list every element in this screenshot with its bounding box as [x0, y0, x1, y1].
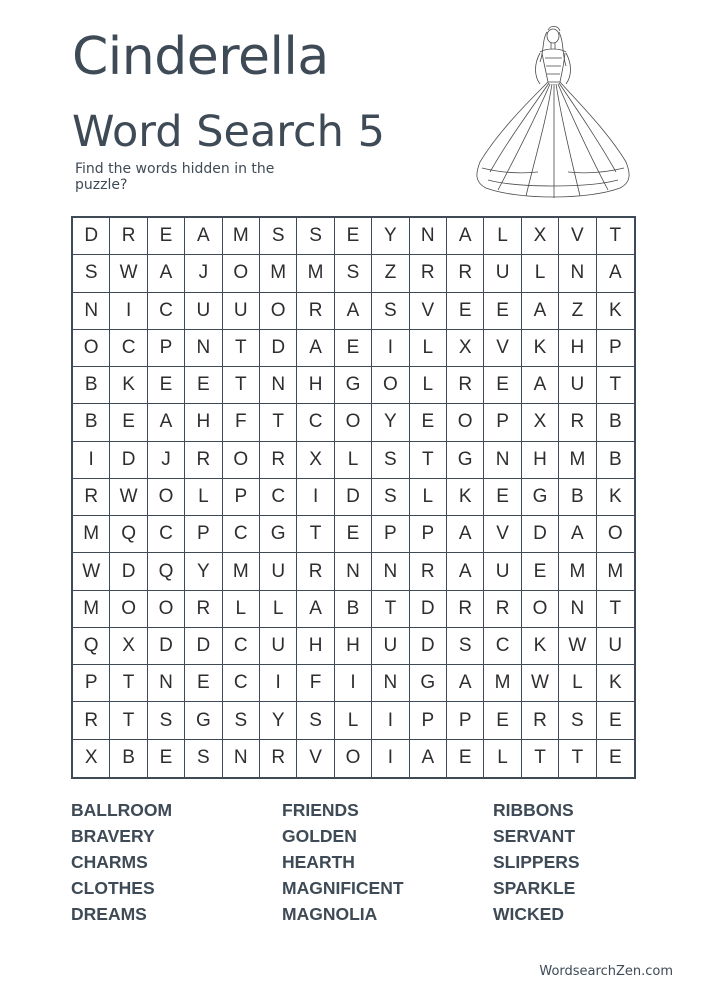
grid-cell: M — [73, 516, 110, 553]
grid-cell: R — [185, 442, 222, 479]
grid-cell: L — [484, 740, 521, 777]
grid-cell: O — [73, 330, 110, 367]
word-list-item: SERVANT — [493, 826, 576, 846]
grid-cell: T — [559, 740, 596, 777]
grid-cell: S — [372, 442, 409, 479]
grid-cell: C — [260, 479, 297, 516]
grid-cell: A — [297, 330, 334, 367]
grid-cell: V — [410, 293, 447, 330]
grid-cell: O — [223, 255, 260, 292]
grid-cell: T — [372, 591, 409, 628]
grid-cell: G — [447, 442, 484, 479]
word-list-item: DREAMS — [71, 904, 147, 924]
grid-cell: T — [260, 404, 297, 441]
word-list-item: FRIENDS — [282, 800, 359, 820]
word-list-item: GOLDEN — [282, 826, 357, 846]
grid-cell: S — [559, 702, 596, 739]
grid-cell: P — [410, 702, 447, 739]
word-list-item: HEARTH — [282, 852, 355, 872]
grid-cell: O — [372, 367, 409, 404]
word-list-item: CHARMS — [71, 852, 148, 872]
grid-cell: D — [73, 218, 110, 255]
page-subtitle: Word Search 5 — [72, 107, 385, 157]
grid-cell: R — [447, 591, 484, 628]
grid-cell: I — [297, 479, 334, 516]
grid-cell: G — [260, 516, 297, 553]
grid-cell: T — [110, 665, 147, 702]
grid-cell: D — [410, 628, 447, 665]
grid-cell: E — [608, 747, 622, 769]
grid-cell: H — [335, 628, 372, 665]
grid-cell: I — [372, 740, 409, 777]
grid-cell: R — [297, 553, 334, 590]
grid-cell: U — [484, 255, 521, 292]
grid-cell: A — [559, 516, 596, 553]
grid-cell: L — [335, 702, 372, 739]
grid-cell: M — [223, 218, 260, 255]
grid-cell: O — [447, 404, 484, 441]
grid-cell: R — [73, 702, 110, 739]
grid-cell: T — [597, 367, 634, 404]
grid-cell: E — [148, 367, 185, 404]
grid-cell: X — [447, 330, 484, 367]
grid-cell: V — [484, 516, 521, 553]
grid-cell: D — [335, 479, 372, 516]
grid-cell: E — [447, 293, 484, 330]
grid-cell: Z — [559, 293, 596, 330]
grid-cell: S — [335, 255, 372, 292]
grid-cell: N — [148, 665, 185, 702]
grid-cell: S — [260, 218, 297, 255]
grid-cell: E — [335, 516, 372, 553]
grid-cell: M — [223, 553, 260, 590]
grid-cell: L — [410, 479, 447, 516]
grid-cell: A — [447, 553, 484, 590]
grid-cell: K — [447, 479, 484, 516]
grid-cell: S — [372, 479, 409, 516]
grid-cell: E — [484, 702, 521, 739]
grid-cell: E — [185, 367, 222, 404]
grid-cell: Q — [148, 553, 185, 590]
grid-cell: V — [559, 218, 596, 255]
grid-cell: T — [597, 218, 634, 255]
grid-cell: Y — [372, 404, 409, 441]
grid-cell: M — [484, 665, 521, 702]
grid-cell: U — [260, 628, 297, 665]
grid-cell: K — [597, 665, 634, 702]
grid-cell: S — [297, 702, 334, 739]
grid-cell: P — [223, 479, 260, 516]
grid-cell: P — [597, 330, 634, 367]
word-list-item: RIBBONS — [493, 800, 574, 820]
grid-cell: U — [597, 628, 634, 665]
grid-cell: D — [522, 516, 559, 553]
grid-cell: Q — [110, 516, 147, 553]
grid-cell: A — [597, 255, 634, 292]
grid-cell: D — [185, 628, 222, 665]
grid-cell: C — [148, 293, 185, 330]
grid-cell: A — [447, 218, 484, 255]
grid-cell: N — [335, 553, 372, 590]
grid-cell: U — [185, 293, 222, 330]
grid-cell: C — [223, 628, 260, 665]
grid-cell: R — [447, 367, 484, 404]
grid-cell: O — [260, 293, 297, 330]
instructions-text: Find the words hidden in the puzzle? — [75, 161, 275, 193]
grid-cell: E — [410, 404, 447, 441]
grid-cell: O — [148, 479, 185, 516]
grid-cell: D — [260, 330, 297, 367]
grid-cell: I — [260, 665, 297, 702]
grid-cell: I — [335, 665, 372, 702]
grid-cell: M — [559, 553, 596, 590]
grid-cell: L — [522, 255, 559, 292]
grid-cell: I — [372, 702, 409, 739]
grid-cell: O — [335, 740, 372, 777]
page-title: Cinderella — [72, 27, 329, 87]
grid-cell: N — [372, 665, 409, 702]
word-list-item: BRAVERY — [71, 826, 155, 846]
grid-cell: T — [522, 740, 559, 777]
grid-cell: H — [559, 330, 596, 367]
word-list-item: MAGNIFICENT — [282, 878, 404, 898]
grid-cell: L — [185, 479, 222, 516]
grid-cell: F — [297, 665, 334, 702]
grid-cell: B — [559, 479, 596, 516]
word-list-item: CLOTHES — [71, 878, 155, 898]
grid-cell: P — [447, 702, 484, 739]
grid-cell: V — [297, 740, 334, 777]
grid-cell: Y — [260, 702, 297, 739]
grid-cell: E — [522, 553, 559, 590]
grid-cell: L — [410, 330, 447, 367]
grid-cell: J — [185, 255, 222, 292]
grid-cell: O — [110, 591, 147, 628]
grid-cell: N — [73, 293, 110, 330]
word-search-grid — [71, 216, 636, 779]
grid-cell: D — [110, 442, 147, 479]
grid-cell: K — [110, 367, 147, 404]
grid-cell: N — [372, 553, 409, 590]
grid-cell: K — [597, 293, 634, 330]
grid-cell: X — [110, 628, 147, 665]
grid-cell: D — [148, 628, 185, 665]
grid-cell: X — [522, 218, 559, 255]
princess-ballgown-icon — [468, 22, 638, 200]
grid-cell: D — [410, 591, 447, 628]
grid-cell: A — [522, 367, 559, 404]
grid-cell: S — [185, 740, 222, 777]
grid-cell: U — [223, 293, 260, 330]
grid-cell: P — [410, 516, 447, 553]
grid-cell: R — [410, 255, 447, 292]
grid-cell: W — [522, 665, 559, 702]
grid-cell: H — [297, 628, 334, 665]
grid-cell: W — [559, 628, 596, 665]
grid-cell: N — [223, 740, 260, 777]
grid-cell: Y — [185, 553, 222, 590]
grid-cell: B — [335, 591, 372, 628]
grid-cell: B — [73, 367, 110, 404]
grid-cell: L — [335, 442, 372, 479]
grid-cell: E — [335, 218, 372, 255]
grid-cell: C — [148, 516, 185, 553]
word-list-item: MAGNOLIA — [282, 904, 378, 924]
grid-cell: E — [484, 293, 521, 330]
grid-cell: T — [410, 442, 447, 479]
grid-cell: W — [110, 255, 147, 292]
grid-cell: B — [110, 740, 147, 777]
grid-cell: T — [223, 367, 260, 404]
grid-cell: N — [559, 255, 596, 292]
grid-cell: R — [559, 404, 596, 441]
grid-cell: R — [484, 591, 521, 628]
grid-cell: C — [110, 330, 147, 367]
grid-cell: X — [73, 740, 110, 777]
grid-cell: E — [148, 740, 185, 777]
grid-cell: L — [410, 367, 447, 404]
grid-cell: G — [335, 367, 372, 404]
grid-cell: P — [73, 665, 110, 702]
grid-cell: S — [297, 218, 334, 255]
grid-cell: C — [297, 404, 334, 441]
grid-cell: E — [185, 665, 222, 702]
grid-cell: O — [522, 591, 559, 628]
grid-cell: M — [559, 442, 596, 479]
grid-cell: B — [597, 442, 634, 479]
grid-cell: E — [148, 218, 185, 255]
grid-cell: M — [597, 553, 634, 590]
grid-cell: T — [297, 516, 334, 553]
grid-cell: T — [223, 330, 260, 367]
grid-cell: K — [522, 628, 559, 665]
word-list — [71, 800, 611, 924]
grid-cell: T — [597, 591, 634, 628]
grid-cell: A — [335, 293, 372, 330]
grid-cell: Q — [73, 628, 110, 665]
grid-cell: S — [372, 293, 409, 330]
grid-cell: E — [484, 479, 521, 516]
grid-cell: H — [185, 404, 222, 441]
grid-cell: L — [484, 218, 521, 255]
grid-cell: G — [522, 479, 559, 516]
grid-cell: N — [559, 591, 596, 628]
grid-cell: E — [484, 367, 521, 404]
grid-cell: R — [73, 479, 110, 516]
grid-cell: I — [73, 442, 110, 479]
grid-cell: R — [185, 591, 222, 628]
grid-cell: B — [597, 404, 634, 441]
grid-cell: E — [597, 702, 634, 739]
grid-cell: L — [559, 665, 596, 702]
grid-cell: P — [372, 516, 409, 553]
grid-cell: C — [484, 628, 521, 665]
grid-cell: P — [484, 404, 521, 441]
grid-cell: E — [335, 330, 372, 367]
grid-cell: S — [447, 628, 484, 665]
grid-cell: M — [297, 255, 334, 292]
grid-cell: O — [223, 442, 260, 479]
grid-cell: S — [73, 255, 110, 292]
grid-cell: A — [522, 293, 559, 330]
grid-cell: R — [522, 702, 559, 739]
grid-cell: Z — [372, 255, 409, 292]
grid-cell: M — [260, 255, 297, 292]
grid-cell: O — [335, 404, 372, 441]
grid-cell: T — [110, 702, 147, 739]
grid-cell: R — [297, 293, 334, 330]
grid-cell: U — [559, 367, 596, 404]
grid-cell: G — [185, 702, 222, 739]
grid-cell: J — [148, 442, 185, 479]
grid-cell: H — [522, 442, 559, 479]
grid-cell: P — [148, 330, 185, 367]
grid-cell: F — [223, 404, 260, 441]
grid-cell: X — [297, 442, 334, 479]
word-list-item: WICKED — [493, 904, 564, 924]
grid-cell: A — [447, 665, 484, 702]
grid-cell: W — [73, 553, 110, 590]
grid-cell: D — [110, 553, 147, 590]
grid-cell: Y — [372, 218, 409, 255]
grid-cell: A — [447, 516, 484, 553]
word-list-item: BALLROOM — [71, 800, 173, 820]
grid-cell: U — [260, 553, 297, 590]
grid-cell: A — [410, 740, 447, 777]
grid-cell: N — [185, 330, 222, 367]
grid-cell: H — [297, 367, 334, 404]
grid-cell: G — [410, 665, 447, 702]
footer-site: WordsearchZen.com — [539, 964, 673, 979]
grid-cell: R — [447, 255, 484, 292]
grid-cell: W — [110, 479, 147, 516]
grid-cell: K — [522, 330, 559, 367]
grid-cell: U — [372, 628, 409, 665]
grid-cell: X — [522, 404, 559, 441]
grid-cell: O — [597, 516, 634, 553]
grid-cell: R — [260, 442, 297, 479]
grid-cell: U — [484, 553, 521, 590]
grid-cell: O — [148, 591, 185, 628]
grid-cell: N — [260, 367, 297, 404]
grid-cell: E — [110, 404, 147, 441]
grid-cell: A — [148, 404, 185, 441]
grid-cell: A — [297, 591, 334, 628]
grid-cell: C — [223, 665, 260, 702]
grid-cell: A — [148, 255, 185, 292]
grid-cell: R — [260, 740, 297, 777]
grid-cell: S — [223, 702, 260, 739]
grid-cell: N — [410, 218, 447, 255]
grid-cell: I — [372, 330, 409, 367]
grid-cell: L — [260, 591, 297, 628]
grid-cell: P — [185, 516, 222, 553]
grid-cell: L — [223, 591, 260, 628]
word-list-item: SLIPPERS — [493, 852, 580, 872]
grid-cell: C — [223, 516, 260, 553]
grid-cell: A — [185, 218, 222, 255]
grid-cell: M — [73, 591, 110, 628]
grid-cell: B — [73, 404, 110, 441]
grid-cell: N — [484, 442, 521, 479]
grid-cell: S — [148, 702, 185, 739]
grid-cell: V — [484, 330, 521, 367]
grid-cell: R — [110, 218, 147, 255]
grid-cell: I — [110, 293, 147, 330]
grid-cell: R — [410, 553, 447, 590]
grid-cell: K — [597, 479, 634, 516]
grid-cell: E — [447, 740, 484, 777]
word-list-item: SPARKLE — [493, 878, 576, 898]
